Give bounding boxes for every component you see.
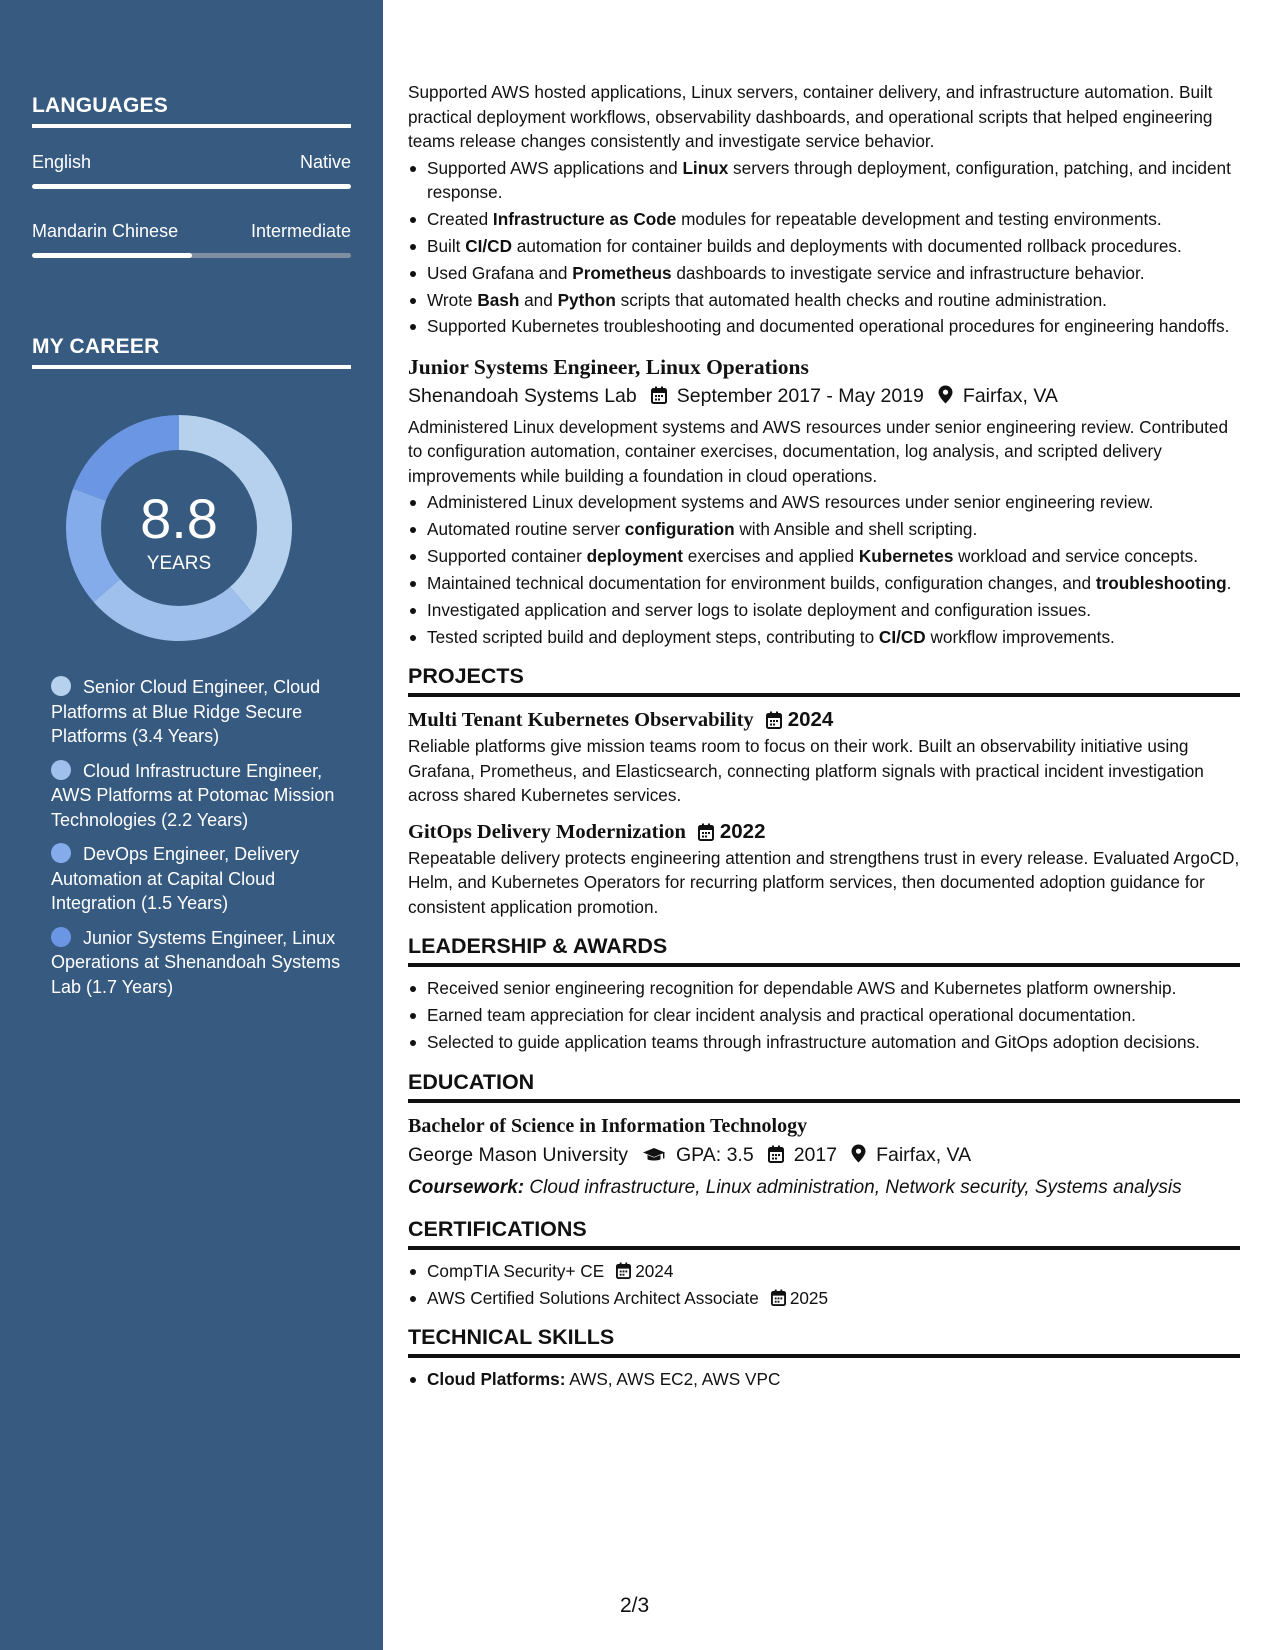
calendar-icon bbox=[651, 381, 667, 411]
career-item-text: Junior Systems Engineer, Linux Operations at Shenandoah Systems Lab (1.7 Years) bbox=[51, 927, 341, 997]
bullet-keyword: Bash bbox=[477, 289, 520, 310]
bullet-text: Automated routine server bbox=[427, 519, 625, 540]
list-item: Received senior engineering recognition for dependable AWS and Kubernetes platform ownership. bbox=[408, 976, 1240, 1001]
language-name: Mandarin Chinese bbox=[32, 221, 179, 241]
career-item bbox=[51, 759, 341, 833]
bullet-text: dashboards to investigate service and infrastructure behavior. bbox=[671, 262, 1145, 283]
list-item bbox=[408, 156, 1240, 205]
career-item-text: Cloud Infrastructure Engineer, AWS Platforms at Potomac Mission Technologies (2.2 Years) bbox=[51, 760, 335, 830]
calendar-icon bbox=[771, 1289, 786, 1306]
total-years-value: 8.8 bbox=[140, 487, 218, 550]
bullet-text: exercises and applied bbox=[683, 546, 859, 567]
bullet-keyword: CI/CD bbox=[878, 626, 926, 647]
list-item bbox=[408, 544, 1240, 569]
list-item bbox=[408, 1259, 1240, 1284]
bullet-text: Investigated application and server logs to isolate deployment and configuration issues. bbox=[427, 600, 1092, 621]
calendar-icon bbox=[616, 1262, 631, 1279]
language-proficiency-bar bbox=[32, 184, 351, 189]
career-item bbox=[51, 926, 341, 1000]
bullet-text: Used Grafana and bbox=[427, 262, 573, 283]
list-item: Selected to guide application teams through infrastructure automation and GitOps adoption decisions. bbox=[408, 1030, 1240, 1055]
skills-list bbox=[408, 1367, 1240, 1392]
project-title: Multi Tenant Kubernetes Observability bbox=[408, 709, 754, 732]
coursework-list: Cloud infrastructure, Linux administration, Network security, Systems analysis bbox=[524, 1176, 1182, 1198]
bullet-text: modules for repeatable development and testing environments. bbox=[676, 208, 1162, 229]
bullet-keyword: Python bbox=[557, 289, 616, 310]
list-item bbox=[408, 288, 1240, 313]
certifications-heading: CERTIFICATIONS bbox=[408, 1216, 1240, 1250]
job-bullet-list bbox=[408, 490, 1240, 649]
project-year: 2022 bbox=[719, 819, 766, 843]
bullet-text: and bbox=[519, 289, 558, 310]
career-item-text: Senior Cloud Engineer, Cloud Platforms at Blue Ridge Secure Platforms (3.4 Years) bbox=[51, 677, 321, 746]
certifications-list bbox=[408, 1259, 1240, 1310]
projects-heading: PROJECTS bbox=[408, 663, 1240, 697]
bullet-text: Supported AWS applications and bbox=[427, 157, 683, 178]
bullet-keyword: CI/CD bbox=[465, 235, 513, 256]
map-pin-icon bbox=[938, 381, 953, 411]
calendar-icon bbox=[768, 1140, 784, 1170]
career-heading: MY CAREER bbox=[32, 335, 351, 369]
bullet-keyword: deployment bbox=[586, 546, 684, 567]
bullet-text: workflow improvements. bbox=[925, 626, 1115, 647]
bullet-text: Wrote bbox=[427, 289, 478, 310]
list-item bbox=[408, 314, 1240, 339]
graduation-cap-icon bbox=[642, 1140, 666, 1170]
job-location: Fairfax, VA bbox=[962, 384, 1058, 407]
project-description: Repeatable delivery protects engineering attention and strengthens trust in every release. Evaluated ArgoCD, Helm, and Kubernetes Operators for recurring platform services, then documented adoption guidance for consistent application promotion. bbox=[408, 847, 1240, 917]
list-item bbox=[408, 625, 1240, 650]
list-item bbox=[408, 490, 1240, 515]
education-heading: EDUCATION bbox=[408, 1069, 1240, 1103]
project-year: 2024 bbox=[787, 708, 834, 732]
graduation-year: 2017 bbox=[793, 1143, 838, 1166]
bullet-keyword: configuration bbox=[624, 519, 735, 540]
years-label: YEARS bbox=[146, 553, 212, 574]
intro-bullet-list bbox=[408, 156, 1240, 339]
career-legend-dot bbox=[51, 760, 71, 780]
certification-year: 2024 bbox=[635, 1260, 674, 1281]
bullet-keyword: troubleshooting bbox=[1095, 573, 1227, 594]
page-number: 2/3 bbox=[620, 1594, 650, 1617]
main-content bbox=[408, 80, 1240, 1394]
leadership-list bbox=[408, 976, 1240, 1054]
career-legend-dot bbox=[51, 927, 71, 947]
bullet-keyword: Linux bbox=[682, 157, 729, 178]
language-proficiency-fill bbox=[32, 253, 192, 258]
language-proficiency-fill bbox=[32, 184, 351, 189]
skill-category: Cloud Platforms: bbox=[427, 1369, 566, 1390]
language-row bbox=[32, 221, 351, 242]
bullet-text: workload and service concepts. bbox=[953, 546, 1198, 567]
education-meta bbox=[408, 1140, 1240, 1170]
coursework bbox=[408, 1174, 1240, 1202]
bullet-keyword: Infrastructure as Code bbox=[492, 208, 677, 229]
calendar-icon bbox=[766, 711, 782, 729]
coursework-label: Coursework: bbox=[408, 1176, 525, 1198]
bullet-text: servers through deployment, configuration, patching, and incident response. bbox=[427, 157, 1231, 202]
bullet-keyword: Prometheus bbox=[572, 262, 672, 283]
company-name: Shenandoah Systems Lab bbox=[408, 384, 637, 407]
degree-title: Bachelor of Science in Information Technology bbox=[408, 1114, 808, 1137]
list-item bbox=[408, 261, 1240, 286]
project-title-row bbox=[408, 818, 1240, 846]
bullet-text: Built bbox=[427, 235, 466, 256]
leadership-heading: LEADERSHIP & AWARDS bbox=[408, 933, 1240, 967]
certification-year: 2025 bbox=[789, 1287, 829, 1308]
gpa: GPA: 3.5 bbox=[676, 1143, 754, 1166]
project-description: Reliable platforms give mission teams room to focus on their work. Built an observability initiative using Grafana, Prometheus, and Elasticsearch, connecting platform signals with practical incident investigation across shared Kubernetes services. bbox=[408, 736, 1204, 806]
list-item bbox=[408, 234, 1240, 259]
calendar-icon bbox=[698, 823, 714, 841]
experience-intro: Supported AWS hosted applications, Linux servers, container delivery, and infrastructure automation. Built practical deployment workflows, observability dashboards, and operational scripts that helped engineering teams release changes consistently and investigate service behavior. bbox=[408, 82, 1213, 151]
career-list bbox=[51, 675, 341, 1009]
list-item bbox=[408, 1286, 1240, 1311]
certification-name: CompTIA Security+ CE bbox=[427, 1260, 605, 1281]
list-item bbox=[408, 517, 1240, 542]
bullet-keyword: Kubernetes bbox=[858, 546, 954, 567]
bullet-text: Created bbox=[427, 208, 493, 229]
list-item bbox=[408, 1367, 1240, 1392]
list-item bbox=[408, 571, 1240, 596]
school-location: Fairfax, VA bbox=[876, 1143, 972, 1166]
bullet-text: scripts that automated health checks and routine administration. bbox=[615, 289, 1107, 310]
bullet-text: Supported Kubernetes troubleshooting and documented operational procedures for engineering handoffs. bbox=[427, 316, 1230, 337]
language-name: English bbox=[32, 152, 92, 172]
skill-values: AWS, AWS EC2, AWS VPC bbox=[565, 1369, 781, 1390]
project-title-row bbox=[408, 706, 1240, 734]
bullet-text: with Ansible and shell scripting. bbox=[734, 519, 978, 540]
language-level: Intermediate bbox=[250, 221, 351, 241]
list-item: Earned team appreciation for clear incident analysis and practical operational documentation. bbox=[408, 1003, 1240, 1028]
career-legend-dot bbox=[51, 676, 71, 696]
list-item bbox=[408, 207, 1240, 232]
career-legend-dot bbox=[51, 843, 71, 863]
bullet-text: Tested scripted build and deployment steps, contributing to bbox=[427, 626, 879, 647]
technical-skills-heading: TECHNICAL SKILLS bbox=[408, 1324, 1240, 1358]
project-title: GitOps Delivery Modernization bbox=[408, 820, 686, 843]
job-dates: September 2017 - May 2019 bbox=[676, 384, 924, 407]
school-name: George Mason University bbox=[408, 1143, 629, 1166]
career-item bbox=[51, 842, 341, 916]
bullet-text: Supported container bbox=[427, 546, 587, 567]
bullet-text: . bbox=[1226, 573, 1232, 594]
bullet-text: Maintained technical documentation for environment builds, configuration changes, and bbox=[427, 573, 1096, 594]
certification-name: AWS Certified Solutions Architect Associate bbox=[427, 1287, 759, 1308]
job-summary: Administered Linux development systems and AWS resources under senior engineering review. Contributed to configuration automation, container exercises, documentation, log analysis, and scripted delivery improvements while building a foundation in cloud operations. bbox=[408, 416, 1229, 486]
map-pin-icon bbox=[851, 1140, 866, 1170]
bullet-text: automation for container builds and deployments with documented rollback procedures. bbox=[512, 235, 1182, 256]
career-item-text: DevOps Engineer, Delivery Automation at Capital Cloud Integration (1.5 Years) bbox=[51, 844, 300, 913]
language-row bbox=[32, 152, 351, 173]
sidebar bbox=[0, 0, 383, 1650]
job-title: Junior Systems Engineer, Linux Operations bbox=[408, 354, 809, 379]
languages-heading: LANGUAGES bbox=[32, 94, 351, 128]
language-level: Native bbox=[299, 152, 351, 172]
list-item bbox=[408, 598, 1240, 623]
bullet-text: Administered Linux development systems and AWS resources under senior engineering review. bbox=[427, 492, 1154, 513]
job-meta bbox=[408, 381, 1240, 411]
career-item bbox=[51, 675, 341, 749]
career-donut-chart bbox=[66, 415, 292, 641]
language-proficiency-bar bbox=[32, 253, 351, 258]
